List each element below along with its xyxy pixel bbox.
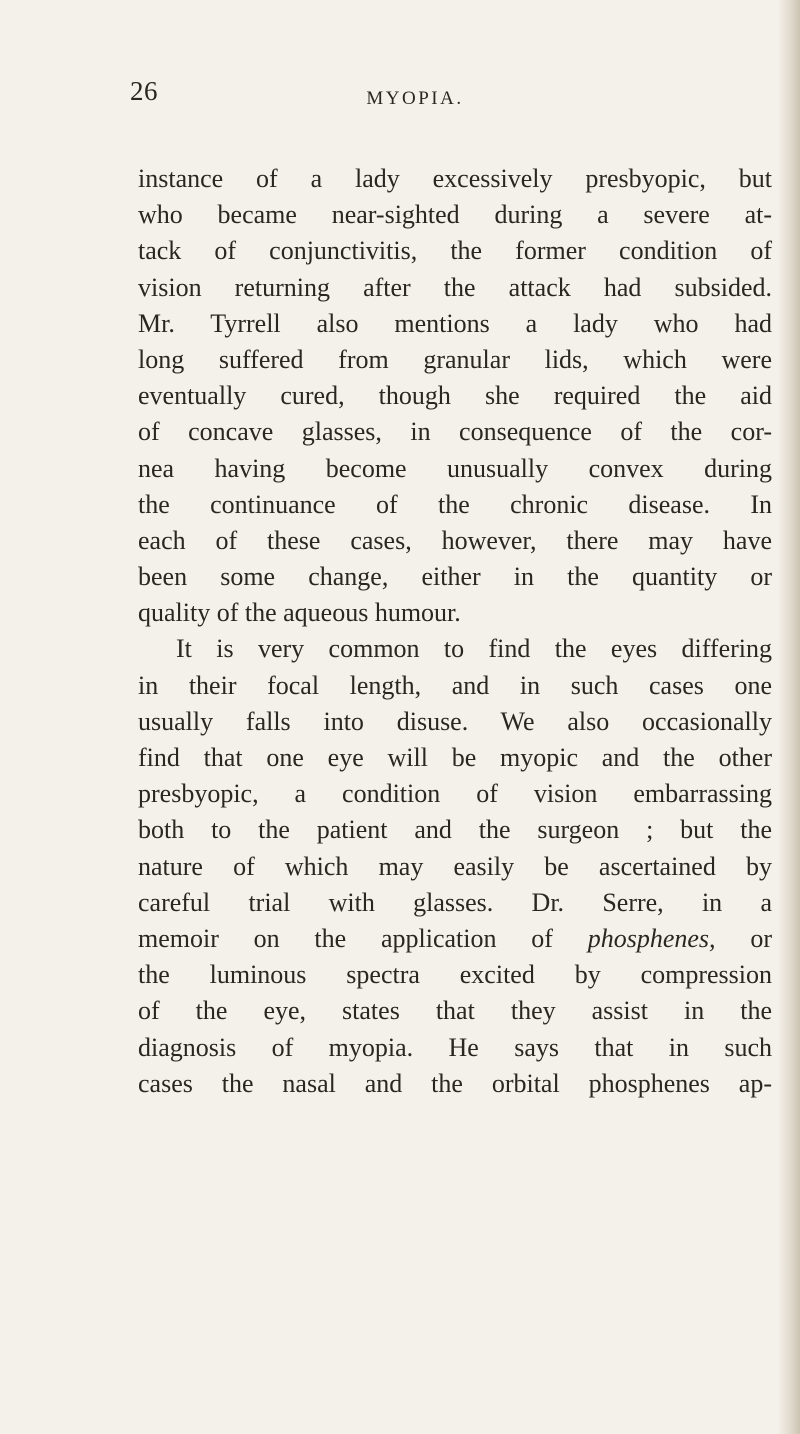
text-line: Mr. Tyrrell also mentions a lady who had xyxy=(138,308,772,338)
body-text xyxy=(138,161,772,1102)
text-line: cases the nasal and the orbital phosphenes ap- xyxy=(138,1068,772,1098)
text-line: been some change, either in the quantity or xyxy=(138,562,772,592)
text-line: instance of a lady excessively presbyopic, but xyxy=(138,164,772,193)
text-line-with-italic xyxy=(138,921,772,957)
text-line: careful trial with glasses. Dr. Serre, in a xyxy=(138,887,772,917)
running-head: MYOPIA. xyxy=(366,88,464,109)
text-line: who became near-sighted during a severe at- xyxy=(138,200,772,230)
text-line: presbyopic, a condition of vision embarrassing xyxy=(138,779,772,809)
text-line: It is very common to find the eyes differing xyxy=(176,634,772,664)
text-line: nature of which may easily be ascertained by xyxy=(138,851,772,881)
text-line: find that one eye will be myopic and the other xyxy=(138,743,772,772)
text-line: each of these cases, however, there may have xyxy=(138,525,772,555)
text-line: quality of the aqueous humour. xyxy=(138,598,461,628)
text-line: usually falls into disuse. We also occasionally xyxy=(138,706,772,736)
text-line: tack of conjunctivitis, the former condition of xyxy=(138,236,772,266)
text-line: in their focal length, and in such cases one xyxy=(138,670,772,700)
text-line: of concave glasses, in consequence of the cor- xyxy=(138,417,772,447)
text-line: diagnosis of myopia. He says that in such xyxy=(138,1032,772,1062)
text-line: eventually cured, though she required the aid xyxy=(138,381,772,411)
page-number: 26 xyxy=(130,76,158,106)
text-segment: or xyxy=(750,923,772,953)
text-segment: memoir on the application of xyxy=(138,923,553,953)
text-line: long suffered from granular lids, which were xyxy=(138,344,772,374)
text-line: nea having become unusually convex during xyxy=(138,453,772,483)
text-line: vision returning after the attack had subsided. xyxy=(138,272,772,302)
text-line: the continuance of the chronic disease. In xyxy=(138,489,772,519)
page-edge-shadow xyxy=(778,0,800,1434)
text-line: of the eye, states that they assist in the xyxy=(138,996,772,1026)
text-line: both to the patient and the surgeon ; but the xyxy=(138,815,772,845)
text-line: the luminous spectra excited by compression xyxy=(138,960,772,990)
italic-term: phosphenes, xyxy=(587,923,716,953)
